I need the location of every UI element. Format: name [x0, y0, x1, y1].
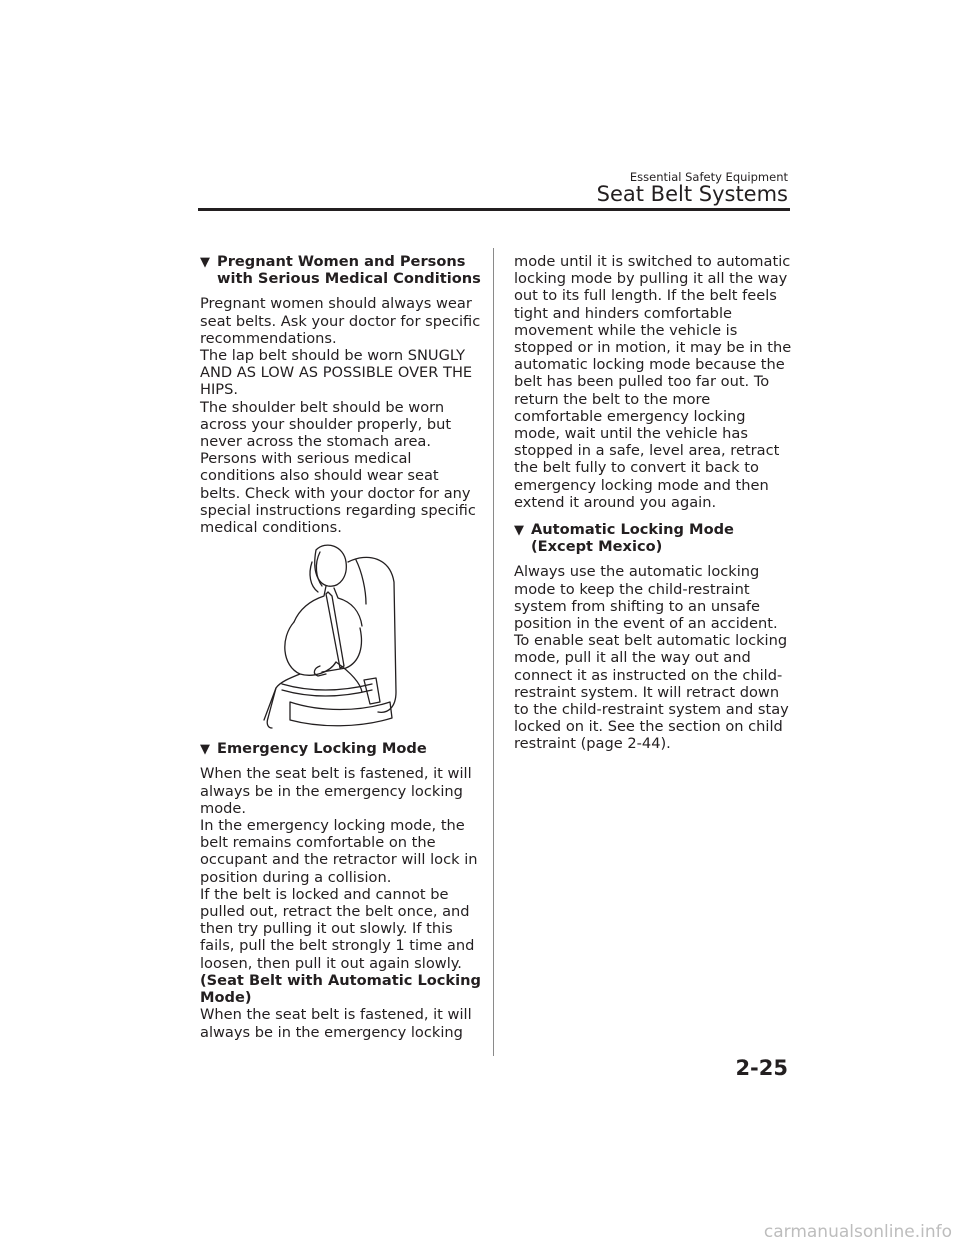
paragraph: When the seat belt is fastened, it will always be in the emergency locking mode.	[200, 765, 472, 817]
header-rule	[198, 208, 790, 211]
triangle-bullet-icon: ▼	[200, 742, 210, 758]
footer-watermark: carmanualsonline.info	[763, 1222, 952, 1242]
subheading-automatic-locking: (Seat Belt with Automatic Locking Mode)	[200, 971, 481, 1007]
heading-automatic-locking-mode	[514, 521, 796, 555]
paragraph: Persons with serious medical conditions also should wear seat belts. Check with your doctor for any special instructions regarding specific medical conditions.	[200, 450, 476, 537]
paragraph: Always use the automatic locking mode to keep the child-restraint system from shifting to an unsafe position in the event of an accident. To enable seat belt automatic locking mode, pull it all the way out and connect it as instructed on the child-restraint system. It will retract down to the child-restraint system and stay locked on it. See the section on child restraint (page 2-44).	[514, 563, 789, 753]
right-column	[514, 253, 796, 753]
header-section-label: Essential Safety Equipment	[629, 170, 788, 184]
paragraph: If the belt is locked and cannot be pulled out, retract the belt once, and then try pulling it out slowly. If this fails, pull the belt strongly 1 time and loosen, then pull it out again slowly.	[200, 885, 475, 972]
paragraph: When the seat belt is fastened, it will always be in the emergency locking	[200, 1006, 472, 1041]
heading-pregnant-text: Pregnant Women and Persons with Serious Medical Conditions	[217, 253, 481, 288]
heading-automatic-locking-mode-text: Automatic Locking Mode (Except Mexico)	[531, 521, 734, 556]
pregnant-woman-seatbelt-illustration	[260, 542, 410, 730]
paragraph: The lap belt should be worn SNUGLY AND AS LOW AS POSSIBLE OVER THE HIPS.	[200, 347, 473, 399]
page-number: 2-25	[735, 1056, 788, 1080]
paragraph: Pregnant women should always wear seat belts. Ask your doctor for specific recommendations.	[200, 295, 481, 347]
heading-pregnant	[200, 253, 483, 287]
paragraph: The shoulder belt should be worn across your shoulder properly, but never across the stomach area.	[200, 398, 452, 451]
left-column	[200, 253, 483, 1041]
paragraph: In the emergency locking mode, the belt remains comfortable on the occupant and the retractor will lock in position during a collision.	[200, 817, 478, 886]
triangle-bullet-icon: ▼	[200, 255, 210, 270]
heading-emergency-locking-text: Emergency Locking Mode	[217, 740, 427, 758]
page-title: Seat Belt Systems	[596, 182, 788, 206]
column-divider	[493, 248, 494, 1056]
heading-emergency-locking	[200, 740, 483, 757]
triangle-bullet-icon: ▼	[514, 523, 524, 539]
paragraph: mode until it is switched to automatic locking mode by pulling it all the way out to its full length. If the belt feels tight and hinders comfortable movement while the vehicle is stopped or in motion, it may be in the automatic locking mode because the belt has been pulled too far out. To return the belt to the more comfortable emergency locking mode, wait until the vehicle has stopped in a safe, level area, retract the belt fully to convert it back to emergency locking mode and then extend it around you again.	[514, 253, 792, 511]
